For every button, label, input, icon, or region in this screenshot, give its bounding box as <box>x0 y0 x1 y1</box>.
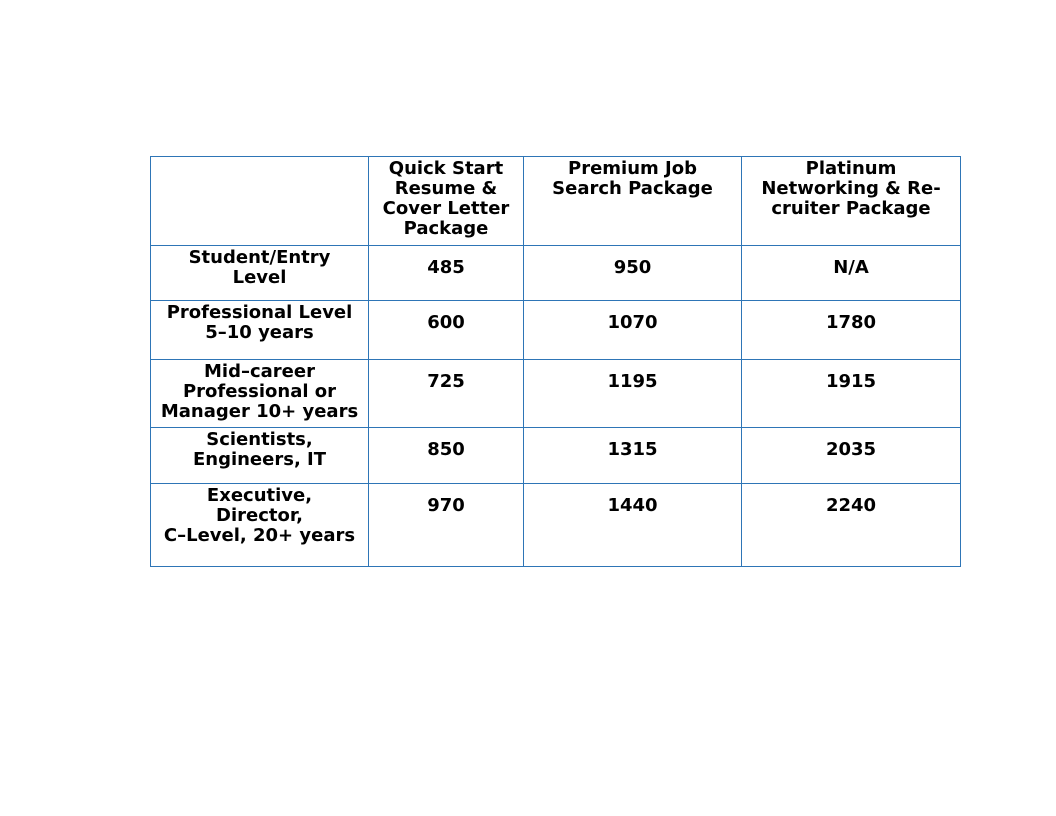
price-cell-platinum: 1780 <box>742 301 961 360</box>
table-header-row <box>151 157 961 246</box>
row-label-line: 5–10 years <box>205 322 314 343</box>
table-row <box>151 360 961 428</box>
pricing-table <box>150 156 961 567</box>
row-label-scientists-engineers <box>151 428 369 484</box>
table-row <box>151 301 961 360</box>
header-text-line: Package <box>403 218 489 239</box>
header-text-line: Platinum <box>805 158 897 179</box>
row-label-student-entry <box>151 246 369 301</box>
price-cell-platinum: N/A <box>742 246 961 301</box>
price-cell-quick-start: 600 <box>369 301 524 360</box>
price-cell-platinum: 2240 <box>742 484 961 567</box>
row-label-line: Student/Entry <box>188 247 331 268</box>
row-label-line: Director, <box>216 505 303 526</box>
price-cell-quick-start: 850 <box>369 428 524 484</box>
row-label-executive-director <box>151 484 369 567</box>
price-cell-quick-start: 970 <box>369 484 524 567</box>
price-cell-platinum: 1915 <box>742 360 961 428</box>
row-label-professional-level <box>151 301 369 360</box>
price-cell-premium: 950 <box>524 246 742 301</box>
header-text-line: Networking & Re- <box>761 178 941 199</box>
header-corner-cell <box>151 157 369 246</box>
row-label-line: Professional Level <box>166 302 353 323</box>
price-cell-premium: 1195 <box>524 360 742 428</box>
header-text-line: Quick Start <box>388 158 504 179</box>
price-cell-premium: 1315 <box>524 428 742 484</box>
price-cell-premium: 1440 <box>524 484 742 567</box>
row-label-line: C–Level, 20+ years <box>163 525 356 546</box>
header-text-line: Cover Letter <box>382 198 510 219</box>
price-cell-premium: 1070 <box>524 301 742 360</box>
table-row <box>151 428 961 484</box>
header-text-line: Search Package <box>552 178 713 199</box>
header-text-line: Premium Job <box>568 158 697 179</box>
row-label-line: Scientists, <box>206 429 313 450</box>
price-cell-platinum: 2035 <box>742 428 961 484</box>
row-label-line: Manager 10+ years <box>160 401 359 422</box>
row-label-line: Engineers, IT <box>192 449 327 470</box>
header-quick-start-package <box>369 157 524 246</box>
price-cell-quick-start: 485 <box>369 246 524 301</box>
header-text-line: Resume & <box>394 178 498 199</box>
row-label-line: Executive, <box>206 485 313 506</box>
header-platinum-networking-package <box>742 157 961 246</box>
row-label-line: Professional or <box>182 381 337 402</box>
row-label-mid-career <box>151 360 369 428</box>
table-row <box>151 246 961 301</box>
row-label-line: Level <box>232 267 287 288</box>
price-cell-quick-start: 725 <box>369 360 524 428</box>
row-label-line: Mid–career <box>204 361 315 382</box>
header-text-line: cruiter Package <box>771 198 931 219</box>
table-row <box>151 484 961 567</box>
header-premium-job-search-package <box>524 157 742 246</box>
